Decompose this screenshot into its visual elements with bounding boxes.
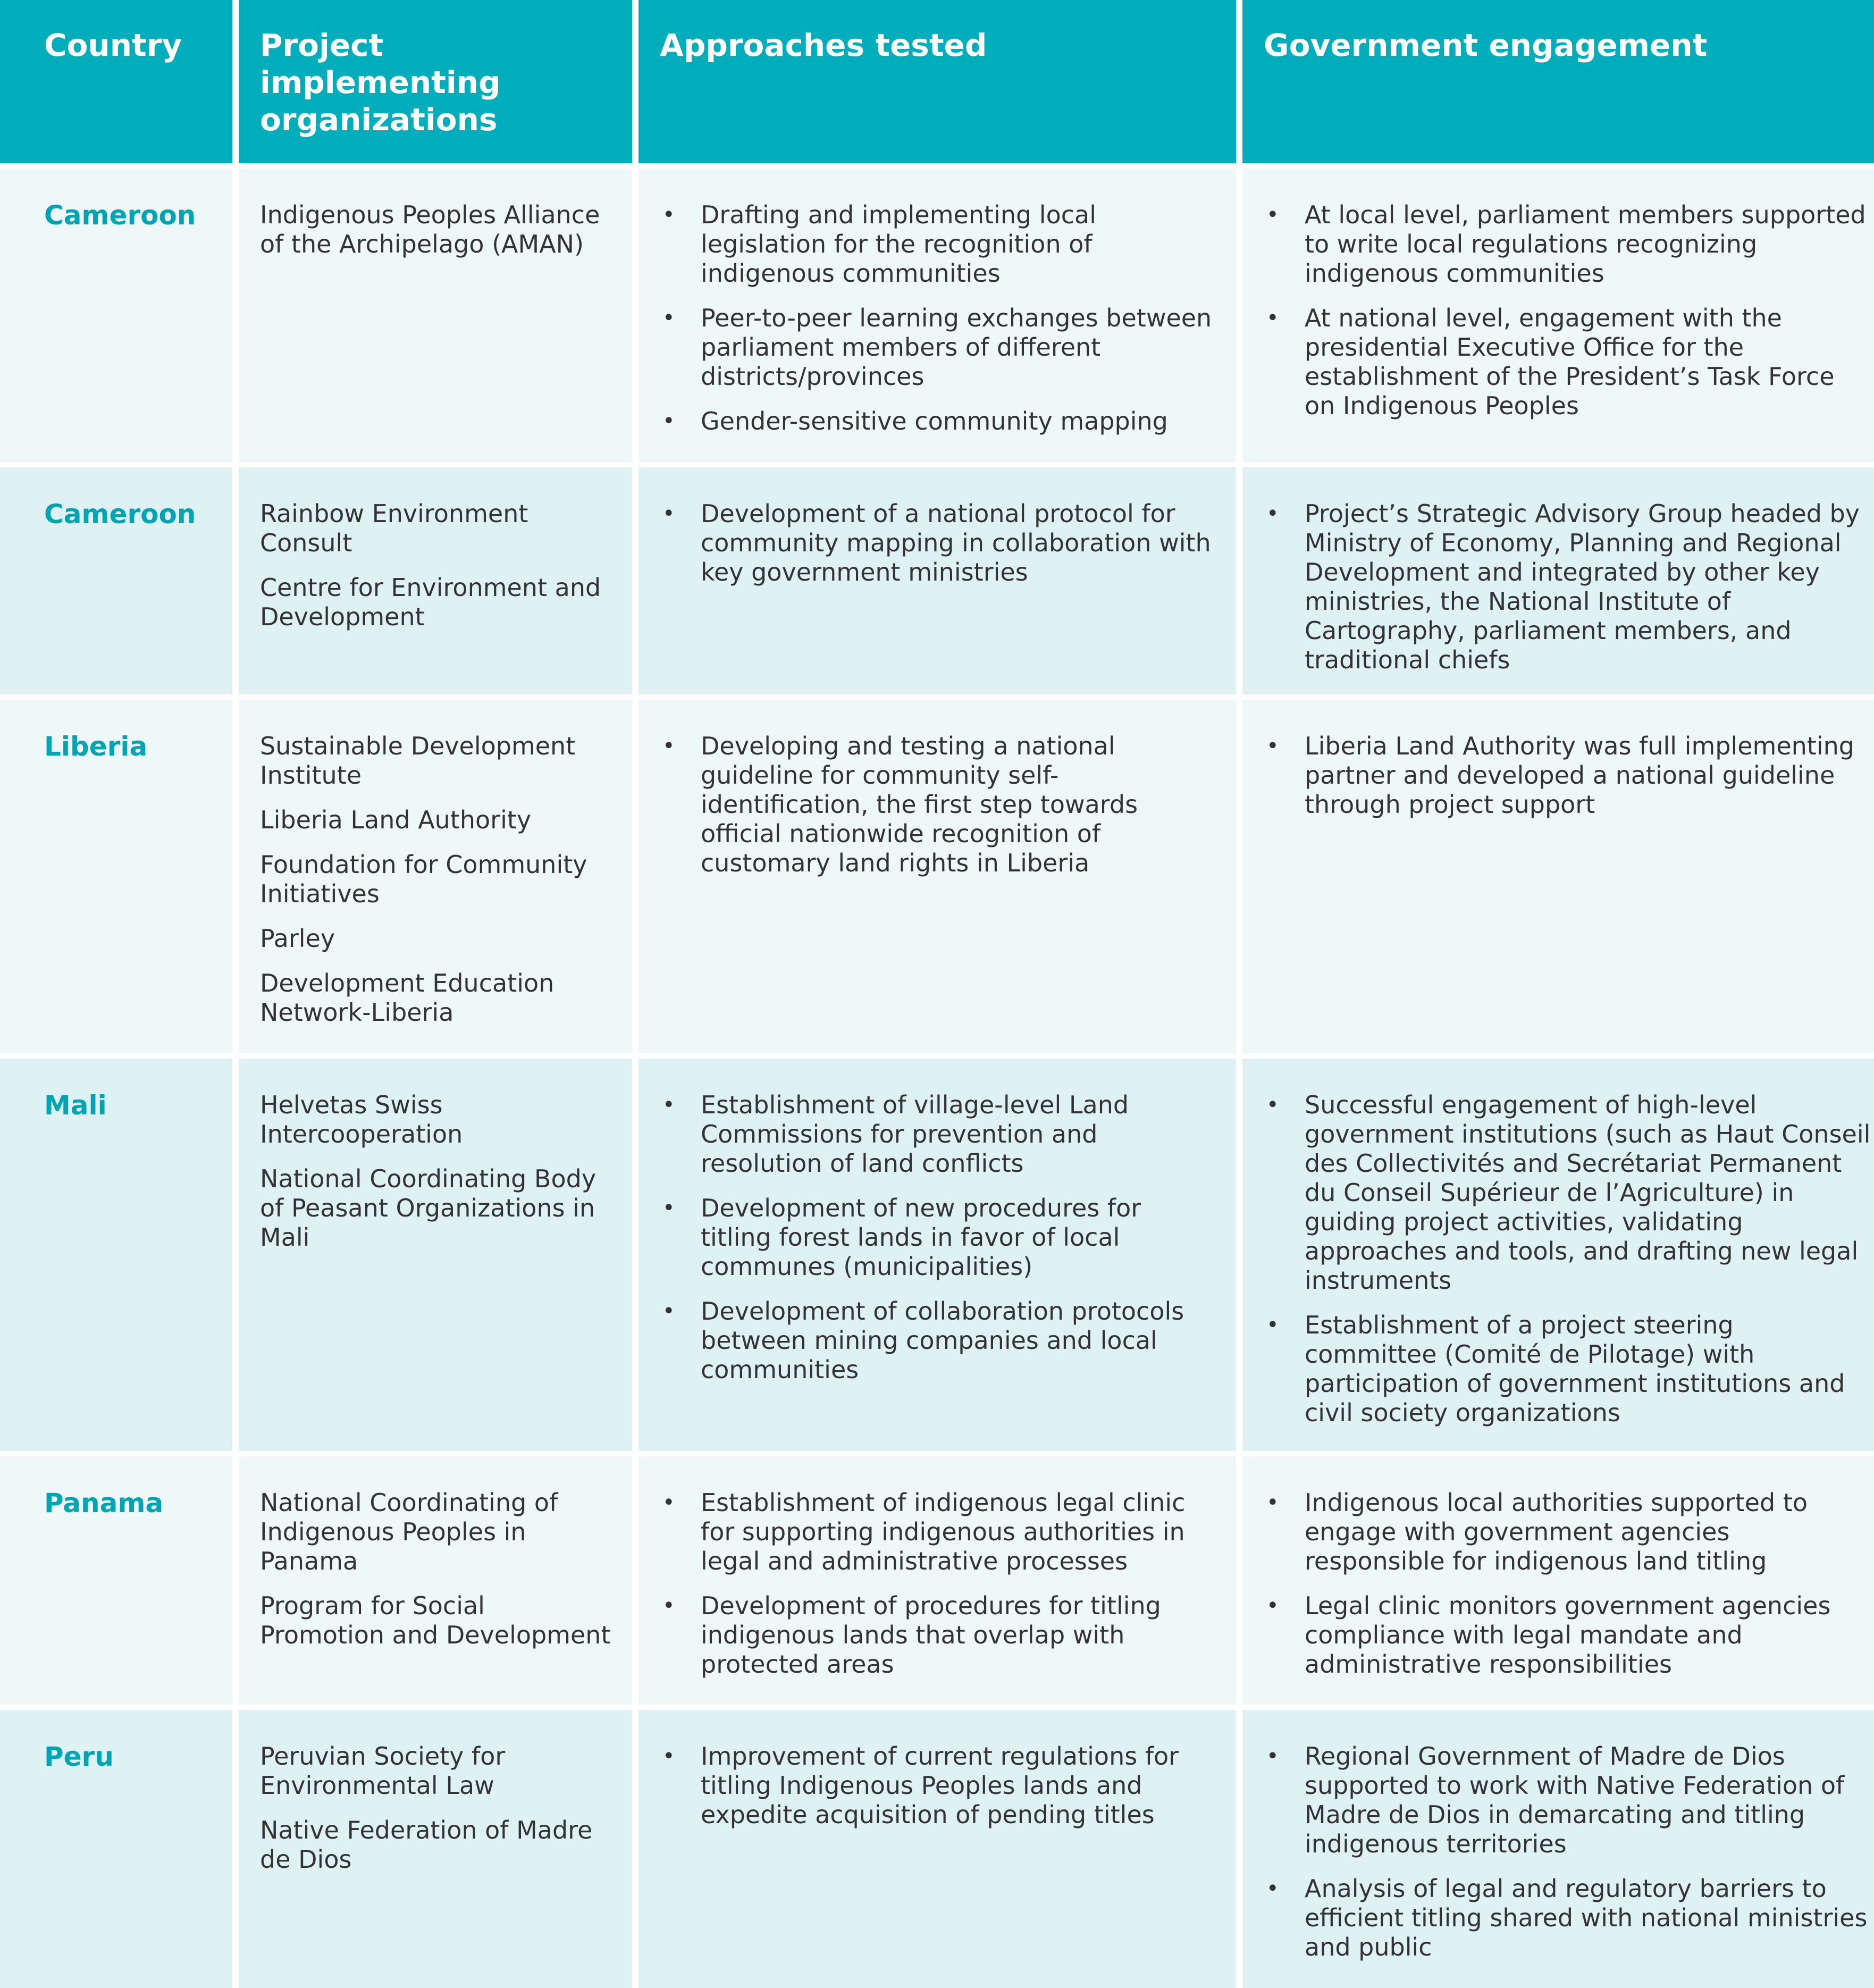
approaches-list [660, 1488, 1215, 1679]
engagement-item: • At national level, engagement with the presidential Executive Office for the establishment of the President’s Task Force on Indigenous Peoples [1264, 304, 1872, 421]
organizations-cell [239, 467, 632, 694]
organizations-cell [239, 1710, 632, 1988]
approach-item: • Establishment of indigenous legal clinic for supporting indigenous authorities in legal and administrative processes [660, 1488, 1215, 1576]
organization-name: Indigenous Peoples Alliance of the Archipelago (AMAN) [260, 200, 600, 258]
engagement-cell [1242, 700, 1874, 1053]
approaches-list [660, 499, 1215, 587]
organization-name: Rainbow Environment Consult [260, 499, 528, 557]
approach-item: • Developing and testing a national guideline for community self-identification, the first step towards official nationwide recognition of customary land rights in Liberia [660, 732, 1215, 878]
engagement-item: • Analysis of legal and regulatory barriers to efficient titling shared with national ministries and public [1264, 1874, 1872, 1962]
engagement-item: • At local level, parliament members supported to write local regulations recognizing indigenous communities [1264, 200, 1872, 288]
approach-item: • Peer-to-peer learning exchanges between parliament members of different districts/provinces [660, 304, 1215, 391]
organization-name: Foundation for Community Initiatives [260, 850, 587, 908]
engagement-cell [1242, 1059, 1874, 1451]
engagement-list [1264, 1488, 1872, 1679]
organizations-cell [239, 169, 632, 462]
organizations-cell [239, 1059, 632, 1451]
engagement-item: • Legal clinic monitors government agencies compliance with legal mandate and administrative responsibilities [1264, 1591, 1872, 1679]
approaches-cell [638, 700, 1236, 1053]
header-engagement: Government engagement [1242, 0, 1874, 163]
organization-name: Helvetas Swiss Intercooperation [260, 1091, 463, 1148]
organization-name: National Coordinating of Indigenous Peoples in Panama [260, 1488, 558, 1575]
approaches-cell [638, 467, 1236, 694]
engagement-item: • Regional Government of Madre de Dios supported to work with Native Federation of Madre de Dios in demarcating and titling indigenous territories [1264, 1742, 1872, 1859]
country-cell: Mali [0, 1059, 232, 1451]
approaches-list [660, 1742, 1215, 1830]
approaches-list [660, 200, 1215, 436]
engagement-item: • Project’s Strategic Advisory Group headed by Ministry of Economy, Planning and Regional Development and integrated by other key ministries, the National Institute of Cartography, parliament members, and traditional chiefs [1264, 499, 1872, 675]
engagement-item: • Establishment of a project steering committee (Comité de Pilotage) with participation of government institutions and civil society organizations [1264, 1311, 1872, 1428]
approach-item: • Development of new procedures for titling forest lands in favor of local communes (municipalities) [660, 1194, 1215, 1281]
approach-item: • Improvement of current regulations for titling Indigenous Peoples lands and expedite acquisition of pending titles [660, 1742, 1215, 1830]
organization-name: Native Federation of Madre de Dios [260, 1816, 593, 1874]
engagement-cell [1242, 1710, 1874, 1988]
approach-item: • Development of a national protocol for community mapping in collaboration with key government ministries [660, 499, 1215, 587]
engagement-cell [1242, 169, 1874, 462]
organization-name: National Coordinating Body of Peasant Organizations in Mali [260, 1164, 596, 1252]
organizations-cell [239, 1456, 632, 1705]
engagement-list [1264, 200, 1872, 421]
approaches-cell [638, 1059, 1236, 1451]
approaches-cell [638, 169, 1236, 462]
organization-name: Parley [260, 924, 335, 953]
engagement-list [1264, 732, 1872, 819]
country-cell: Panama [0, 1456, 232, 1705]
organizations-cell [239, 700, 632, 1053]
organization-name: Liberia Land Authority [260, 806, 532, 834]
country-cell: Cameroon [0, 169, 232, 462]
approaches-list [660, 1091, 1215, 1385]
engagement-item: • Successful engagement of high-level government institutions (such as Haut Conseil des Collectivités and Secrétariat Permanent du Conseil Supérieur de l’Agriculture) in guiding project activities, validating approaches and tools, and drafting new legal instruments [1264, 1091, 1872, 1295]
engagement-item: • Indigenous local authorities supported to engage with government agencies responsible for indigenous land titling [1264, 1488, 1872, 1576]
engagement-list [1264, 1742, 1872, 1962]
country-cell: Peru [0, 1710, 232, 1988]
engagement-list [1264, 1091, 1872, 1428]
engagement-list [1264, 499, 1872, 675]
approach-item: • Development of collaboration protocols between mining companies and local communities [660, 1297, 1215, 1385]
organization-name: Centre for Environment and Development [260, 573, 601, 631]
approach-item: • Gender-sensitive community mapping [660, 407, 1215, 436]
header-organizations: Project implementing organizations [239, 0, 632, 163]
country-cell: Liberia [0, 700, 232, 1053]
approach-item: • Drafting and implementing local legislation for the recognition of indigenous communities [660, 200, 1215, 288]
engagement-item: • Liberia Land Authority was full implementing partner and developed a national guideline through project support [1264, 732, 1872, 819]
country-cell: Cameroon [0, 467, 232, 694]
approach-item: • Establishment of village-level Land Commissions for prevention and resolution of land conflicts [660, 1091, 1215, 1178]
header-approaches: Approaches tested [638, 0, 1236, 163]
engagement-cell [1242, 467, 1874, 694]
approaches-cell [638, 1456, 1236, 1705]
organization-name: Development Education Network-Liberia [260, 969, 554, 1027]
organization-name: Program for Social Promotion and Development [260, 1591, 611, 1649]
approaches-list [660, 732, 1215, 878]
engagement-cell [1242, 1456, 1874, 1705]
approach-item: • Development of procedures for titling indigenous lands that overlap with protected areas [660, 1591, 1215, 1679]
organization-name: Sustainable Development Institute [260, 732, 576, 790]
header-country: Country [0, 0, 232, 163]
organization-name: Peruvian Society for Environmental Law [260, 1742, 506, 1800]
approaches-cell [638, 1710, 1236, 1988]
